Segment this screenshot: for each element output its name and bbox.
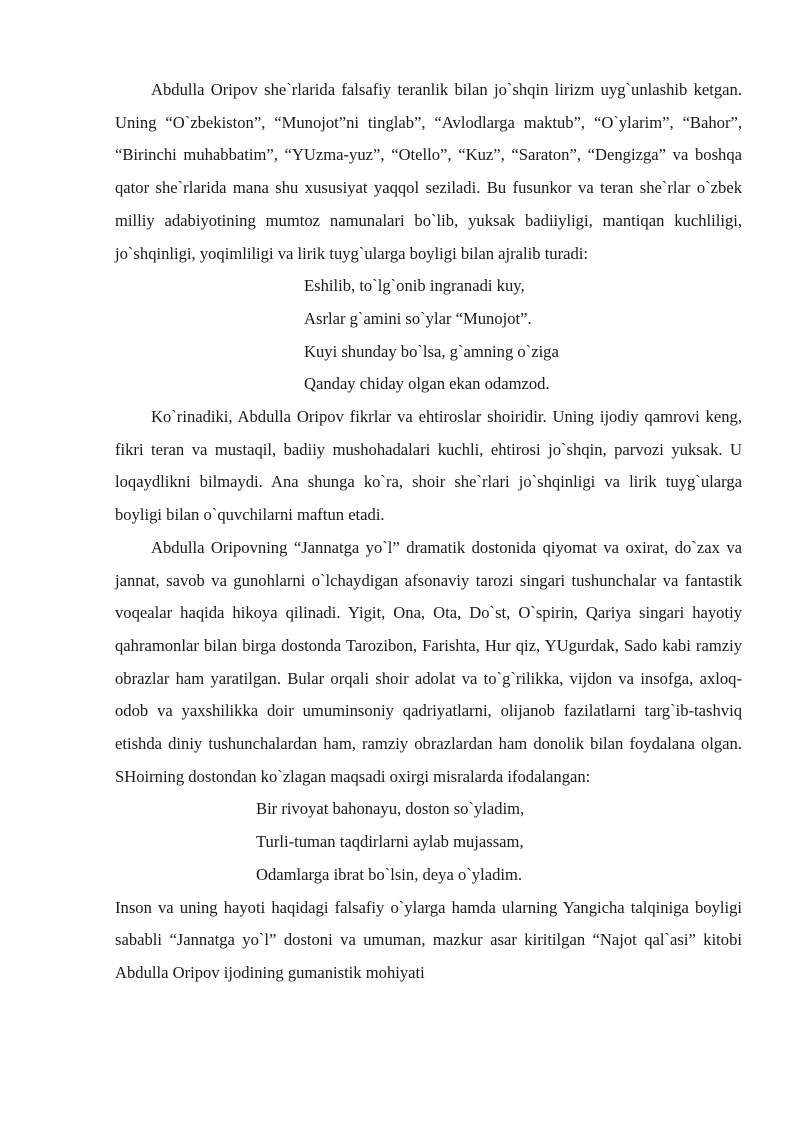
verse-line: Kuyi shunday bo`lsa, g`amning o`ziga [304,341,559,361]
paragraph: Abdulla Oripov she`rlarida falsafiy teranlik bilan jo`shqin lirizm uyg`unlashib ketgan. Uning “O`zbekiston”, “Munojot”ni tinglab”, “Avlodlarga maktub”, “O`ylarim”, “Bahor”, “Birinchi muhabbatim”, “YUzma-yuz”, “Otello”, “Kuz”, “Saraton”, “Dengizga” va boshqa qator she`rlarida mana shu xususiyat yaqqol seziladi. Bu fusunkor va teran she`rlar o`zbek milliy adabiyotining mumtoz namunalari bo`lib, yuksak badiiyligi, mantiqan kuchliligi, jo`shqinligi, yoqimliligi va lirik tuyg`ularga boyligi bilan ajralib turadi: [115,80,742,263]
verse-line: Eshilib, to`lg`onib ingranadi kuy, [304,276,525,296]
paragraph: Inson va uning hayoti haqidagi falsafiy o`ylarga hamda ularning Yangicha talqiniga boyligi sababli “Jannatga yo`l” dostoni va umuman, mazkur asar kiritilgan “Najot qal`asi” kitobi Abdulla Oripov ijodining gumanistik mohiyati [115,897,742,982]
verse-line: Odamlarga ibrat bo`lsin, deya o`yladim. [256,864,523,884]
paragraph: Abdulla Oripovning “Jannatga yo`l” dramatik dostonida qiyomat va oxirat, do`zax va jannat, savob va gunohlarni o`lchaydigan afsonaviy tarozi singari tushunchalar va fantastik voqealar haqida hikoya qilinadi. Yigit, Ona, Ota, Do`st, O`spirin, Qariya singari hayotiy qahramonlar bilan birga dostonda Tarozibon, Farishta, Hur qiz, YUgurdak, Sado kabi ramziy obrazlar ham yaratilgan. Bular orqali shoir adolat va to`g`rilikka, vijdon va insofga, axloq-odob va yaxshilikka doir umuminsoniy qadriyatlarni, olijanob fazilatlarni targ`ib-tashviq etishda diniy tushunchalardan ham, ramziy obrazlardan ham donolik bilan foydalana olgan. SHoirning dostondan ko`zlagan maqsadi oxirgi misralarda ifodalangan: [115,537,742,786]
document-page [115,74,742,990]
paragraph: Ko`rinadiki, Abdulla Oripov fikrlar va ehtiroslar shoiridir. Uning ijodiy qamrovi keng, fikri teran va mustaqil, badiiy mushohadalari kuchli, ehtirosi jo`shqin, parvozi yuksak. U loqaydlikni bilmaydi. Ana shunga ko`ra, shoir she`rlari jo`shqinligi va lirik tuyg`ularga boyligi bilan o`quvchilarni maftun etadi. [115,407,742,525]
verse-line: Turli-tuman taqdirlarni aylab mujassam, [256,832,524,852]
verse-line: Qanday chiday olgan ekan odamzod. [304,374,550,394]
verse-line: Asrlar g`amini so`ylar “Munojot”. [304,308,532,328]
verse-block [115,270,742,401]
verse-block [115,793,742,891]
verse-line: Bir rivoyat bahonayu, doston so`yladim, [256,799,525,819]
